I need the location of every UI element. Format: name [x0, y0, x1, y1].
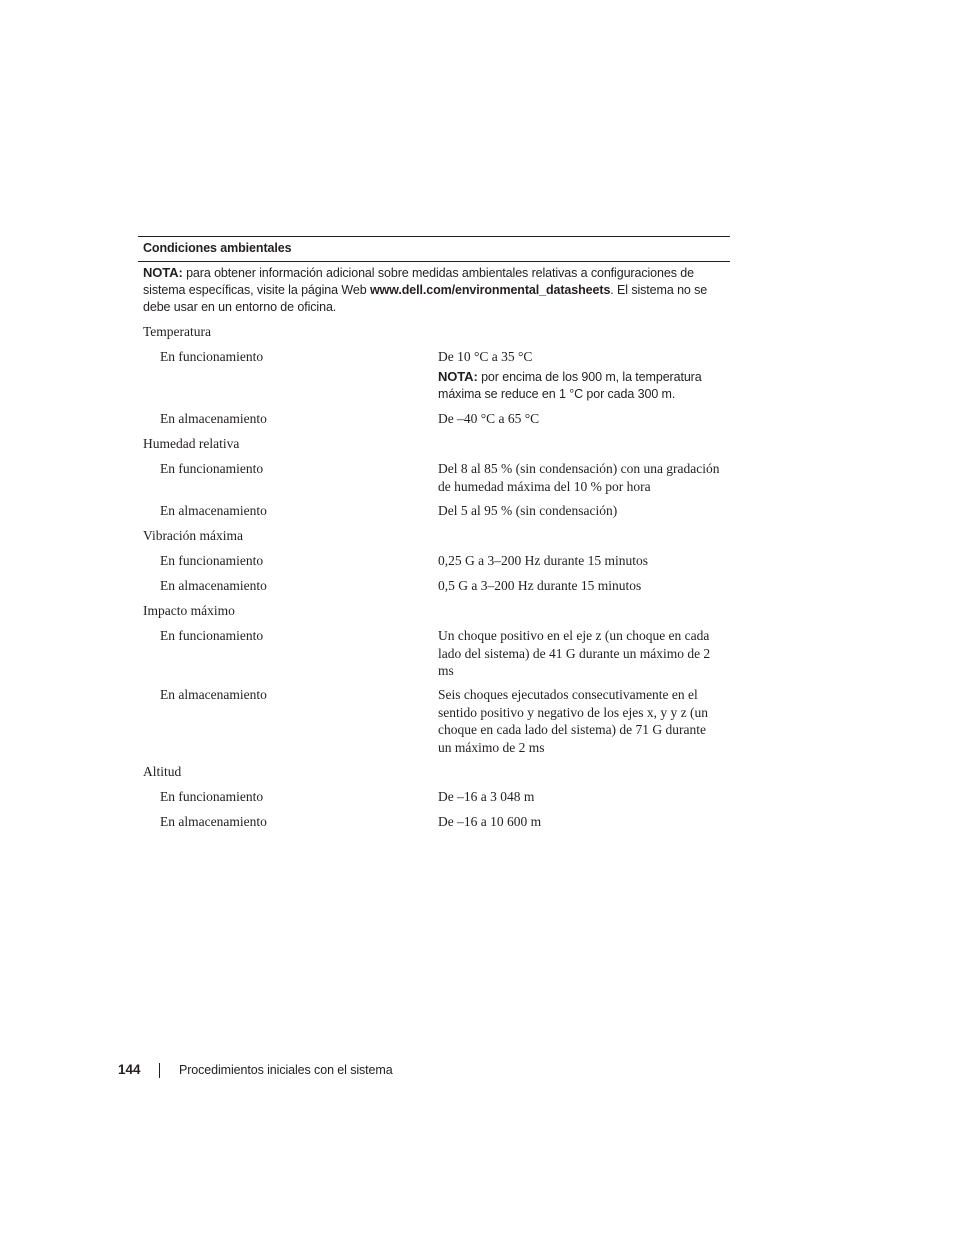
note-text-1: para obtener información adicional sobre medidas ambientales relativas a configuraciones de sistema específicas, visite la página Web [143, 266, 694, 297]
table-note [143, 264, 713, 316]
temperatura-operating-label: En funcionamiento [160, 349, 264, 364]
note-text-2: . El sistema no se debe usar en un entorno de oficina. [143, 283, 708, 314]
altitud-storage-label: En almacenamiento [160, 814, 267, 829]
temperatura-note [438, 368, 728, 403]
category-vibracion: Vibración máxima [143, 528, 244, 543]
temperatura-operating-value: De 10 °C a 35 °C [438, 349, 533, 364]
humedad-operating-label: En funcionamiento [160, 461, 264, 476]
impacto-storage-label: En almacenamiento [160, 687, 267, 702]
temperatura-note-text: por encima de los 900 m, la temperatura máxima se reduce en 1 °C por cada 300 m. [438, 370, 702, 401]
category-altitud: Altitud [143, 764, 182, 779]
category-temperatura: Temperatura [143, 324, 212, 339]
impacto-storage-value: Seis choques ejecutados consecutivamente en el sentido positivo y negativo de los ejes x, y y z (un choque en cada lado del sistema) de 71 G durante un máximo de 2 ms [438, 687, 708, 755]
vibracion-storage-value: 0,5 G a 3–200 Hz durante 15 minutos [438, 578, 642, 593]
table-top-rule [138, 236, 730, 237]
table-header-rule [138, 261, 730, 262]
datasheets-url: www.dell.com/environmental_datasheets [369, 283, 611, 297]
temperatura-storage-label: En almacenamiento [160, 411, 267, 426]
altitud-operating-label: En funcionamiento [160, 789, 264, 804]
impacto-operating-value: Un choque positivo en el eje z (un choque en cada lado del sistema) de 41 G durante un máximo de 2 ms [438, 628, 711, 678]
table-title: Condiciones ambientales [143, 241, 292, 255]
vibracion-operating-label: En funcionamiento [160, 553, 264, 568]
page-footer [0, 1060, 954, 1084]
altitud-storage-value: De –16 a 10 600 m [438, 814, 542, 829]
note-label: NOTA: [143, 265, 183, 280]
humedad-operating-value: Del 8 al 85 % (sin condensación) con una gradación de humedad máxima del 10 % por hora [438, 461, 720, 494]
category-impacto: Impacto máximo [143, 603, 235, 618]
footer-section-title: Procedimientos iniciales con el sistema [179, 1063, 393, 1077]
humedad-storage-value: Del 5 al 95 % (sin condensación) [438, 503, 618, 518]
vibracion-storage-label: En almacenamiento [160, 578, 267, 593]
footer-separator [159, 1063, 160, 1078]
humedad-storage-label: En almacenamiento [160, 503, 267, 518]
altitud-operating-value: De –16 a 3 048 m [438, 789, 535, 804]
temperatura-note-label: NOTA: [438, 369, 478, 384]
temperatura-storage-value: De –40 °C a 65 °C [438, 411, 540, 426]
category-humedad: Humedad relativa [143, 436, 240, 451]
vibracion-operating-value: 0,25 G a 3–200 Hz durante 15 minutos [438, 553, 648, 568]
impacto-operating-label: En funcionamiento [160, 628, 264, 643]
page-number: 144 [118, 1062, 141, 1077]
